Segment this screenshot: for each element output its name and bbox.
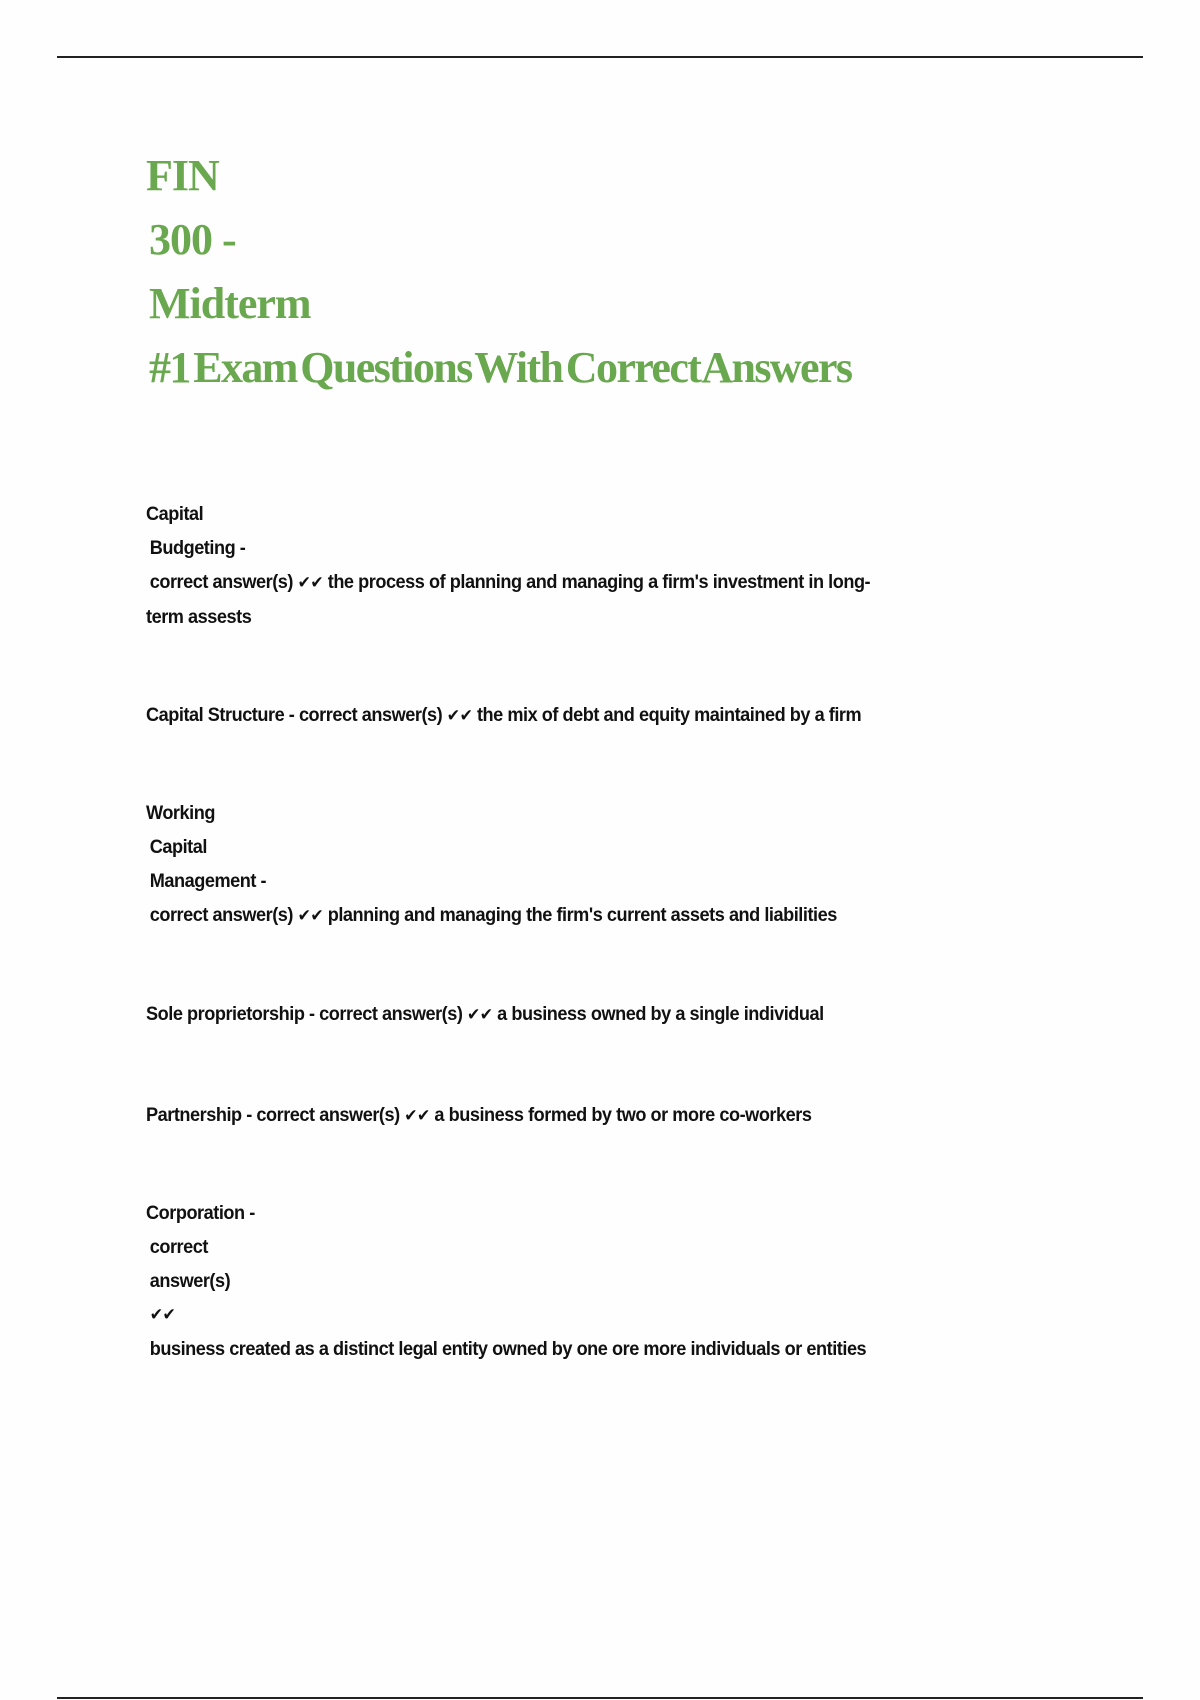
double-check-icon: ✔✔ [297,906,324,926]
term: Sole proprietorship - [146,1003,315,1025]
double-check-icon: ✔✔ [467,1005,493,1025]
double-check-icon: ✔✔ [149,1305,176,1325]
answer-prefix: correct answer(s) [319,1003,463,1025]
title-line-3: Midterm [149,279,311,328]
term-line: Corporation - [146,1202,255,1224]
title-line-4: #1 Exam Questions With Correct Answers [149,343,852,392]
double-check-icon: ✔✔ [297,573,324,593]
answer-prefix: correct answer(s) [149,904,294,926]
answer-text: the mix of debt and equity maintained by a firm [476,704,862,726]
answer-text: a business formed by two or more co-workers [434,1104,812,1126]
answer-prefix-line: correct [149,1236,208,1258]
double-check-icon: ✔✔ [404,1106,430,1126]
term-line: Management - [149,870,267,892]
qa-entry-corporation [146,1196,866,1366]
answer-line [146,565,870,600]
term: Partnership - [146,1104,252,1126]
qa-entry-working-capital-management [146,796,837,933]
answer-line [146,898,837,933]
answer-prefix-line: answer(s) [149,1270,231,1292]
qa-entry-sole-proprietorship [146,997,824,1032]
qa-entry-partnership [146,1098,811,1133]
answer-prefix: correct answer(s) [149,571,294,593]
answer-line [146,997,824,1032]
answer-continuation: term assests [146,606,252,628]
term-line: Budgeting - [149,537,246,559]
answer-line [146,698,861,733]
answer-text: planning and managing the firm's current assets and liabilities [327,904,837,926]
footer-rule [57,1697,1143,1699]
answer-text: a business owned by a single individual [497,1003,824,1025]
qa-entry-capital-budgeting [146,497,870,634]
term-line: Working [146,802,215,824]
document-title [146,144,851,400]
answer-prefix: correct answer(s) [256,1104,400,1126]
answer-prefix: correct answer(s) [298,704,443,726]
answer-line [146,1098,811,1133]
header-rule [57,56,1143,58]
double-check-icon: ✔✔ [446,706,473,726]
title-line-1: FIN [146,151,219,200]
term-line: Capital [149,836,207,858]
term: Capital Structure - [146,704,295,726]
title-line-2: 300 - [149,215,236,264]
qa-entry-capital-structure [146,698,861,733]
answer-text: the process of planning and managing a firm's investment in long- [327,571,871,593]
answer-text: business created as a distinct legal entity owned by one ore more individuals or entities [149,1338,867,1360]
term-line: Capital [146,503,204,525]
